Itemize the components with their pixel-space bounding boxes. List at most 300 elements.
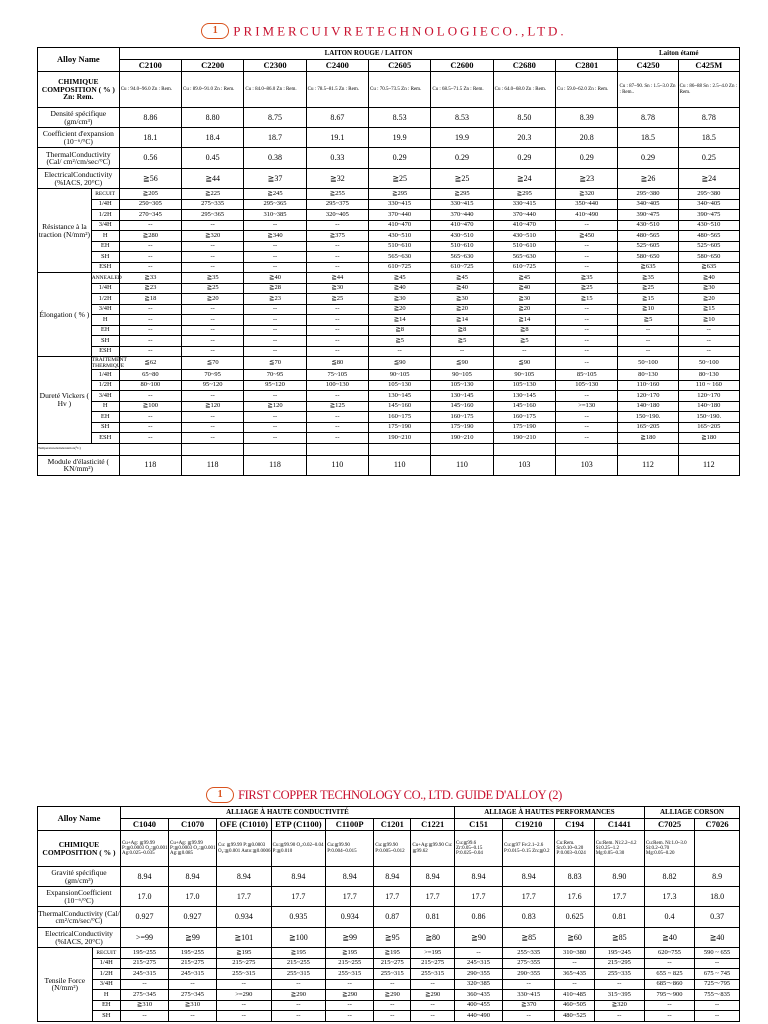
elong-value: ≧15 <box>678 304 739 315</box>
company-logo-icon: 1 <box>201 23 229 39</box>
hard-value: 85~105 <box>555 370 617 381</box>
table-row <box>38 1000 740 1011</box>
elong-value: -- <box>306 325 368 336</box>
elong-value: ≧40 <box>678 273 739 284</box>
elec-value: ≧60 <box>555 928 594 948</box>
elong-value: ≧10 <box>618 304 678 315</box>
tensile-value: 195~255 <box>120 948 168 959</box>
tensile-value: ≧290 <box>271 990 326 1001</box>
tensile-value: -- <box>644 1000 694 1011</box>
table-row <box>38 169 740 189</box>
expansion-label: ExpansionCoefficient (10⁻⁶/°C) <box>38 887 121 907</box>
tensile-value: 620~755 <box>644 948 694 959</box>
alloy-code: C1221 <box>411 819 455 831</box>
tensile-value: 245~315 <box>169 969 217 980</box>
expansion-value: 17.7 <box>594 887 644 907</box>
tensile-value: 725～795 <box>695 979 740 990</box>
elong-value: -- <box>678 336 739 347</box>
tensile-value: 255~315 <box>271 969 326 980</box>
tensile-value: ≧635 <box>618 262 678 273</box>
elong-value: ≧28 <box>244 283 306 294</box>
table-row <box>38 273 740 284</box>
hard-value: ≧125 <box>306 401 368 412</box>
hard-value: 145~160 <box>431 401 493 412</box>
elong-value: ≧30 <box>431 294 493 305</box>
tensile-value: 410~470 <box>369 220 431 231</box>
elong-value: -- <box>618 336 678 347</box>
hard-value: >=130 <box>555 401 617 412</box>
tensile-value: 215~255 <box>326 958 374 969</box>
elong-value: -- <box>369 346 431 357</box>
tensile-value: 430~510 <box>618 220 678 231</box>
tensile-value: -- <box>169 979 217 990</box>
tensile-value: ≧195 <box>326 948 374 959</box>
tensile-value: 410~470 <box>493 220 555 231</box>
hard-value: -- <box>119 391 181 402</box>
composition-cell: Cu : 94.0~96.0 Zn : Rem. <box>119 72 181 108</box>
composition-label: CHIMIQUE COMPOSITION ( % ) <box>38 831 121 867</box>
table-row <box>38 262 740 273</box>
tensile-value: -- <box>555 220 617 231</box>
table-row <box>38 979 740 990</box>
alloy-group-header: LAITON ROUGE / LAITON <box>119 48 618 60</box>
density-value: 8.9 <box>695 867 740 887</box>
tensile-value: 580~650 <box>618 252 678 263</box>
tensile-value: 245~315 <box>455 958 503 969</box>
thermal-value: 0.625 <box>555 907 594 928</box>
density-value: 8.94 <box>455 867 503 887</box>
tensile-value: 255~335 <box>503 948 555 959</box>
alloy-code: C151 <box>455 819 503 831</box>
tensile-value: ≧370 <box>503 1000 555 1011</box>
thermal-value: 0.38 <box>244 148 306 169</box>
tensile-value: -- <box>119 241 181 252</box>
tensile-value: >=195 <box>411 948 455 959</box>
tensile-value: >=290 <box>217 990 272 1001</box>
page-subtitle: FIRST COPPER TECHNOLOGY CO., LTD. GUIDE D'ALLOY (2) <box>238 787 562 802</box>
hard-value: 175~190 <box>493 422 555 433</box>
tensile-value: 295~380 <box>678 189 739 200</box>
elec-value: ≧23 <box>555 169 617 189</box>
composition-cell: Cu+Ag:≧99.90 Cu: ≧99.62 <box>411 831 455 867</box>
table-row <box>38 831 740 867</box>
elong-value: ≧44 <box>306 273 368 284</box>
tensile-value: 430~510 <box>431 231 493 242</box>
expansion-value: 18.1 <box>119 128 181 148</box>
expansion-value: 17.7 <box>374 887 411 907</box>
composition-cell: Cu : 68.5~71.5 Zn : Rem. <box>431 72 493 108</box>
hard-value: 140~180 <box>618 401 678 412</box>
tensile-value: 315~395 <box>594 990 644 1001</box>
elong-value: -- <box>182 346 244 357</box>
hard-value: ≦90 <box>369 357 431 370</box>
expansion-value: 18.5 <box>618 128 678 148</box>
density-value: 8.78 <box>618 108 678 128</box>
hard-value: 165~205 <box>678 422 739 433</box>
table-row <box>38 48 740 60</box>
elong-value: ≧18 <box>119 294 181 305</box>
tensile-value: ≧195 <box>217 948 272 959</box>
expansion-value: 19.9 <box>431 128 493 148</box>
tensile-value: 580~650 <box>678 252 739 263</box>
elong-value: -- <box>182 336 244 347</box>
thermal-value: 0.87 <box>374 907 411 928</box>
hard-value: 105~130 <box>431 380 493 391</box>
table-row <box>38 1011 740 1022</box>
elong-value: ≧25 <box>182 283 244 294</box>
alloy-code: C1201 <box>374 819 411 831</box>
thermal-value: 0.29 <box>369 148 431 169</box>
tensile-value: -- <box>555 262 617 273</box>
hard-value: 150~190. <box>678 412 739 423</box>
alloy-group-header: ALLIAGE À HAUTE CONDUCTIVITÉ <box>120 807 454 819</box>
hard-value: ≧120 <box>244 401 306 412</box>
expansion-value: 17.0 <box>169 887 217 907</box>
elong-value: ≧25 <box>618 283 678 294</box>
tensile-value: 525~605 <box>678 241 739 252</box>
temper-label: RECUIT <box>91 189 119 200</box>
elong-value: ≧14 <box>493 315 555 326</box>
expansion-value: 17.7 <box>455 887 503 907</box>
elong-value: -- <box>244 304 306 315</box>
hard-value: 175~190 <box>431 422 493 433</box>
modulus-value: 103 <box>555 455 617 475</box>
elec-value: ≧95 <box>374 928 411 948</box>
hard-value: 90~105 <box>369 370 431 381</box>
alloy-code: C2680 <box>493 60 555 72</box>
elong-value: ≧8 <box>431 325 493 336</box>
density-value: 8.67 <box>306 108 368 128</box>
hard-value: 120~170 <box>618 391 678 402</box>
tensile-value: 460~505 <box>555 1000 594 1011</box>
density-value: 8.53 <box>431 108 493 128</box>
elong-value: ≧15 <box>618 294 678 305</box>
hard-value: ≦70 <box>182 357 244 370</box>
elong-value: -- <box>244 336 306 347</box>
tensile-value: 275~345 <box>120 990 168 1001</box>
empty-cell <box>182 443 244 455</box>
tensile-value: -- <box>326 1011 374 1022</box>
tensile-value: -- <box>271 1011 326 1022</box>
composition-cell: Cu : 89.0~91.0 Zn : Rem. <box>182 72 244 108</box>
hard-value: -- <box>555 433 617 444</box>
tensile-value: -- <box>244 262 306 273</box>
alloy-code: C4250 <box>618 60 678 72</box>
hard-value: ≧120 <box>182 401 244 412</box>
tensile-value: 610~725 <box>493 262 555 273</box>
modulus-value: 118 <box>182 455 244 475</box>
density-value: 8.94 <box>503 867 555 887</box>
hard-value: 100~130 <box>306 380 368 391</box>
temper-label: EH <box>91 241 119 252</box>
elong-value: ≧40 <box>244 273 306 284</box>
expansion-value: 20.3 <box>493 128 555 148</box>
expansion-value: 17.7 <box>271 887 326 907</box>
composition-cell: Cu:≧99.90 P:0.005~0.012 <box>374 831 411 867</box>
alloy-code: C2400 <box>306 60 368 72</box>
elong-value: ≧30 <box>306 283 368 294</box>
table-row <box>38 315 740 326</box>
tensile-value: -- <box>695 1011 740 1022</box>
composition-cell: Cu:≧99.6 Zr:0.05~0.15 P:0.025~0.04 <box>455 831 503 867</box>
tensile-value: 310~380 <box>555 948 594 959</box>
elec-value: ≧56 <box>119 169 181 189</box>
thermal-value: 0.45 <box>182 148 244 169</box>
thermal-value: 0.934 <box>326 907 374 928</box>
table-row <box>38 294 740 305</box>
hard-value: -- <box>306 412 368 423</box>
hard-value: 80~130 <box>618 370 678 381</box>
density-value: 8.83 <box>555 867 594 887</box>
alloy-code: C19210 <box>503 819 555 831</box>
temper-label: ANNEALED <box>91 273 119 284</box>
tensile-value: ≧320 <box>555 189 617 200</box>
tensile-value: 215~275 <box>120 958 168 969</box>
tensile-value: 590 ~ 655 <box>695 948 740 959</box>
expansion-value: 18.7 <box>244 128 306 148</box>
temper-label: H <box>91 315 119 326</box>
thermal-value: 0.81 <box>594 907 644 928</box>
composition-cell: Cu : 64.0~68.0 Zn : Rem. <box>493 72 555 108</box>
expansion-value: 17.3 <box>644 887 694 907</box>
expansion-value: 17.6 <box>555 887 594 907</box>
density-value: 8.80 <box>182 108 244 128</box>
table-row <box>38 189 740 200</box>
table-row <box>38 252 740 263</box>
thermal-value: 0.29 <box>493 148 555 169</box>
elec-label: ElectricalConductivity (%IACS, 20°C) <box>38 169 120 189</box>
hard-value: 80~100 <box>119 380 181 391</box>
tensile-value: ≧340 <box>244 231 306 242</box>
temper-label: H <box>91 401 119 412</box>
tensile-value: -- <box>411 979 455 990</box>
expansion-value: 18.0 <box>695 887 740 907</box>
elong-value: -- <box>244 315 306 326</box>
modulus-value: 110 <box>431 455 493 475</box>
composition-cell: Cu:≧99.90 O₂:0.02~0.04 P:≦0.010 <box>271 831 326 867</box>
hard-value: 175~190 <box>369 422 431 433</box>
hard-value: 50~100 <box>618 357 678 370</box>
elong-value: ≧5 <box>493 336 555 347</box>
elong-value: ≧20 <box>182 294 244 305</box>
temper-label: EH <box>92 1000 120 1011</box>
tensile-value: ≧450 <box>555 231 617 242</box>
temper-label: EH <box>91 412 119 423</box>
table-row <box>38 433 740 444</box>
temper-label: 1/4H <box>91 283 119 294</box>
tensile-value: ≧255 <box>306 189 368 200</box>
tensile-value: -- <box>217 1011 272 1022</box>
expansion-label: Coefficient d'expansion (10⁻⁶/°C) <box>38 128 120 148</box>
thermal-label: ThermalConductivity (Cal/ cm²/cm/sec/°C) <box>38 907 121 928</box>
tensile-value: 320~385 <box>455 979 503 990</box>
expansion-value: 19.9 <box>369 128 431 148</box>
tensile-value: 250~305 <box>119 199 181 210</box>
elong-value: ≧25 <box>555 283 617 294</box>
tensile-value: 675 ~ 745 <box>695 969 740 980</box>
table-row <box>38 199 740 210</box>
tensile-value: -- <box>306 241 368 252</box>
tensile-value: 255~315 <box>411 969 455 980</box>
tensile-value: -- <box>119 262 181 273</box>
composition-cell: Cu : 87~90. Sn : 1.5~3.0 Zn : Rem.. <box>618 72 678 108</box>
tensile-value: -- <box>244 220 306 231</box>
page-title: PRIMERCUIVRETECHNOLOGIECO.,LTD. <box>233 23 567 39</box>
tensile-value: 370~440 <box>369 210 431 221</box>
elec-value: ≧24 <box>678 169 739 189</box>
table-row <box>38 422 740 433</box>
elong-value: ≧5 <box>618 315 678 326</box>
thermal-value: 0.37 <box>695 907 740 928</box>
tensile-value: -- <box>644 1011 694 1022</box>
alloy-group-header: ALLIAGE À HAUTES PERFORMANCES <box>455 807 645 819</box>
composition-cell: Cu:Rem. Ni:2.2~4.2 Si:0.25~1.2 Mg:0.05~0.30 <box>594 831 644 867</box>
temper-label: ESH <box>91 346 119 357</box>
thermal-value: 0.934 <box>217 907 272 928</box>
tensile-value: 440~490 <box>455 1011 503 1022</box>
density-value: 8.39 <box>555 108 617 128</box>
hard-value: 110 ~ 160 <box>678 380 739 391</box>
tensile-value: 410~490 <box>555 210 617 221</box>
tensile-value: 255~335 <box>594 969 644 980</box>
elec-value: ≧44 <box>182 169 244 189</box>
temper-label: SH <box>91 336 119 347</box>
table-row <box>38 391 740 402</box>
temper-label: H <box>92 990 120 1001</box>
elec-value: ≧25 <box>431 169 493 189</box>
tensile-value: -- <box>182 262 244 273</box>
tensile-value: 410~470 <box>431 220 493 231</box>
elong-value: -- <box>493 346 555 357</box>
table-row <box>38 412 740 423</box>
hard-value: 145~160 <box>493 401 555 412</box>
elong-value: -- <box>244 346 306 357</box>
composition-cell: Cu : 70.5~73.5 Zn : Rem. <box>369 72 431 108</box>
tensile-value: ≧290 <box>411 990 455 1001</box>
elong-value: -- <box>306 315 368 326</box>
elong-value: ≧33 <box>119 273 181 284</box>
alloy-code: C2600 <box>431 60 493 72</box>
thermal-value: 0.33 <box>306 148 368 169</box>
tensile-value: ≧320 <box>182 231 244 242</box>
elong-value: -- <box>555 304 617 315</box>
alloy-table-1 <box>37 47 740 476</box>
alloy-code: C1040 <box>120 819 168 831</box>
tensile-value: -- <box>217 979 272 990</box>
composition-cell: Cu : 78.5~81.5 Zn : Rem. <box>306 72 368 108</box>
modulus-value: 103 <box>493 455 555 475</box>
density-value: 8.94 <box>326 867 374 887</box>
elec-value: ≧100 <box>271 928 326 948</box>
hard-value: 90~105 <box>431 370 493 381</box>
table-row <box>38 325 740 336</box>
elong-value: -- <box>119 325 181 336</box>
elong-value: ≧15 <box>555 294 617 305</box>
tensile-value: 525~605 <box>618 241 678 252</box>
hard-value: ≦62 <box>119 357 181 370</box>
thermal-value: 0.83 <box>503 907 555 928</box>
tensile-value: 610~725 <box>369 262 431 273</box>
tensile-value: 295~380 <box>618 189 678 200</box>
composition-cell <box>695 831 740 867</box>
table-row <box>38 148 740 169</box>
tensile-value: 430~510 <box>678 220 739 231</box>
hard-value: 160~175 <box>431 412 493 423</box>
elec-value: ≧26 <box>618 169 678 189</box>
tensile-value: -- <box>182 252 244 263</box>
tensile-value: 340~405 <box>618 199 678 210</box>
tensile-value: -- <box>695 958 740 969</box>
elec-value: ≧85 <box>594 928 644 948</box>
tensile-value: 215~275 <box>217 958 272 969</box>
elong-value: ≧25 <box>306 294 368 305</box>
table-row <box>38 969 740 980</box>
table-row <box>38 346 740 357</box>
table-row <box>38 336 740 347</box>
elong-value: ≧14 <box>369 315 431 326</box>
tensile-value: 370~440 <box>431 210 493 221</box>
tensile-value: 430~510 <box>369 231 431 242</box>
elong-value: ≧8 <box>493 325 555 336</box>
hard-value: ≦90 <box>431 357 493 370</box>
elong-value: ≧5 <box>369 336 431 347</box>
elong-value: ≧20 <box>493 304 555 315</box>
tensile-value: ≧375 <box>306 231 368 242</box>
elong-value: -- <box>555 346 617 357</box>
tensile-value: -- <box>326 979 374 990</box>
tensile-value: 320~405 <box>306 210 368 221</box>
hard-value: 75~105 <box>306 370 368 381</box>
tensile-value: 390~475 <box>678 210 739 221</box>
density-value: 8.53 <box>369 108 431 128</box>
density-value: 8.94 <box>217 867 272 887</box>
elong-value: ≧45 <box>431 273 493 284</box>
table-row <box>38 210 740 221</box>
hard-value: 160~175 <box>369 412 431 423</box>
tensile-value: ≧245 <box>244 189 306 200</box>
company-logo-icon: 1 <box>206 787 234 803</box>
thermal-value: 0.927 <box>120 907 168 928</box>
alloy-group-header: Laiton étamé <box>618 48 740 60</box>
elec-value: ≧90 <box>455 928 503 948</box>
elong-value: ≧35 <box>555 273 617 284</box>
composition-label: CHIMIQUE COMPOSITION ( % ) Zn: Rem. <box>38 72 120 108</box>
alloy-code: ETP (C1100) <box>271 819 326 831</box>
hard-value: 105~130 <box>555 380 617 391</box>
hard-value: 65~80 <box>119 370 181 381</box>
temper-label: SH <box>91 422 119 433</box>
density-value: 8.78 <box>678 108 739 128</box>
elong-value: ≧30 <box>369 294 431 305</box>
tensile-value: -- <box>271 1000 326 1011</box>
temper-label: 1/2H <box>91 210 119 221</box>
hard-value: 70~95 <box>182 370 244 381</box>
density-label: Gravité spécifique (gm/cm³) <box>38 867 121 887</box>
alloy-code: C2100 <box>119 60 181 72</box>
temper-label: SH <box>92 1011 120 1022</box>
elong-label: Élongation ( % ) <box>38 273 92 357</box>
tensile-value: 290~355 <box>455 969 503 980</box>
thermal-value: 0.4 <box>644 907 694 928</box>
elong-value: -- <box>182 315 244 326</box>
density-value: 8.90 <box>594 867 644 887</box>
hard-value: 190~210 <box>431 433 493 444</box>
tensile-value: 510~610 <box>431 241 493 252</box>
elong-value: -- <box>555 325 617 336</box>
hard-value: -- <box>119 412 181 423</box>
tensile-value: -- <box>374 1011 411 1022</box>
elec-value: ≧99 <box>169 928 217 948</box>
